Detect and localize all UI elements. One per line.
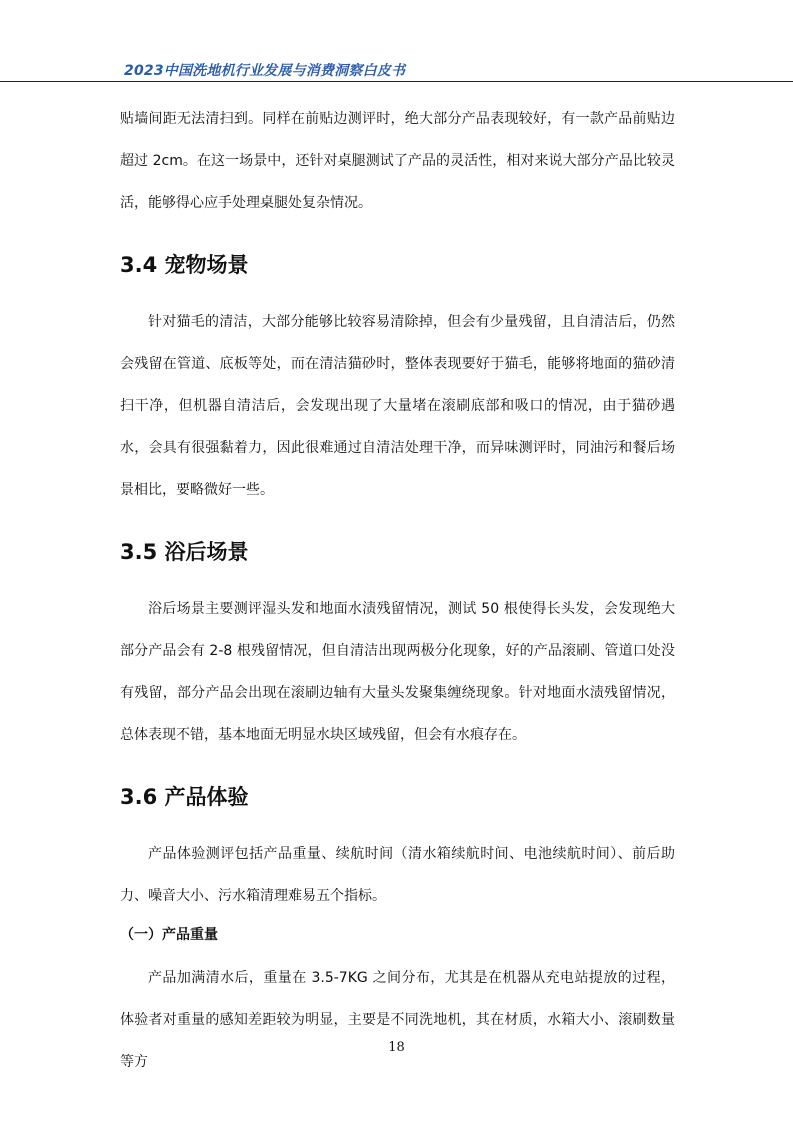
running-header-title: 2023中国洗地机行业发展与消费洞察白皮书 xyxy=(124,63,406,79)
header-divider xyxy=(0,81,793,82)
subsection-paragraph-product-weight: 产品加满清水后，重量在 3.5-7KG 之间分布，尤其是在机器从充电站提放的过程，体验者对重量的感知差距较为明显，主要是不同洗地机，其在材质，水箱大小、滚刷数量等方 xyxy=(120,970,675,1070)
intro-paragraph: 贴墙间距无法清扫到。同样在前贴边测评时，绝大部分产品表现较好，有一款产品前贴边超过 2cm。在这一场景中，还针对桌腿测试了产品的灵活性，相对来说大部分产品比较灵活，能够得心应手处理桌腿处复杂情况。 xyxy=(120,111,675,211)
page-content xyxy=(120,98,675,1083)
subsection-heading-product-weight: （一）产品重量 xyxy=(120,927,218,943)
section-heading-pet-scene: 3.4 宠物场景 xyxy=(120,253,249,277)
section-heading-product-experience: 3.6 产品体验 xyxy=(120,785,249,809)
section-heading-after-bath-scene: 3.5 浴后场景 xyxy=(120,540,249,564)
page-number: 18 xyxy=(388,1040,405,1055)
section-paragraph-after-bath-scene: 浴后场景主要测评湿头发和地面水渍残留情况，测试 50 根使得长头发，会发现绝大部分产品会有 2-8 根残留情况，但自清洁出现两极分化现象，好的产品滚刷、管道口处没有残留，部分产品会出现在滚刷边轴有大量头发聚集缠绕现象。针对地面水渍残留情况，总体表现不错，基本地面无明显水块区域残留，但会有水痕存在。 xyxy=(120,601,675,743)
section-paragraph-pet-scene: 针对猫毛的清洁，大部分能够比较容易清除掉，但会有少量残留，且自清洁后，仍然会残留在管道、底板等处，而在清洁猫砂时，整体表现要好于猫毛，能够将地面的猫砂清扫干净，但机器自清洁后，会发现出现了大量堵在滚刷底部和吸口的情况，由于猫砂遇水，会具有很强黏着力，因此很难通过自清洁处理干净，而异味测评时，同油污和餐后场景相比，要略微好一些。 xyxy=(120,314,675,498)
section-paragraph-product-experience: 产品体验测评包括产品重量、续航时间（清水箱续航时间、电池续航时间）、前后助力、噪音大小、污水箱清理难易五个指标。 xyxy=(120,846,675,904)
